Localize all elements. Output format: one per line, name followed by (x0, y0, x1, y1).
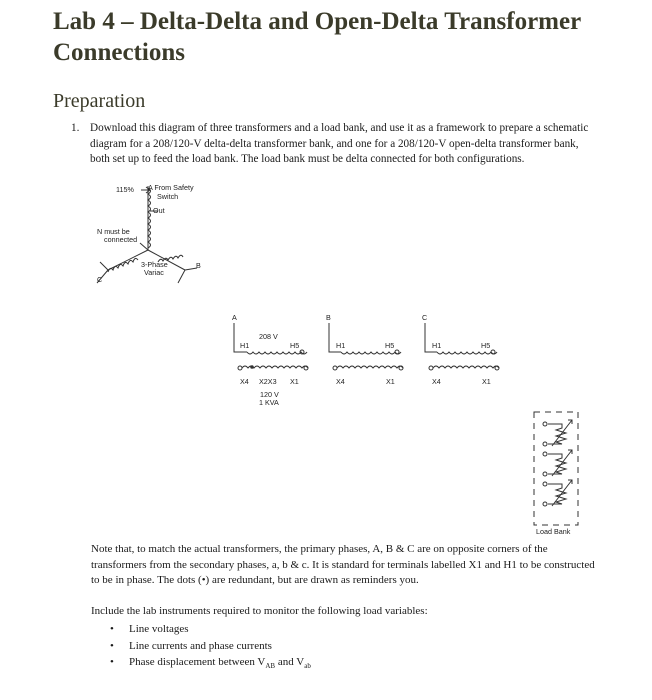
terminal-x4-b: X4 (336, 377, 345, 386)
terminal-h5-c: H5 (481, 341, 491, 350)
variac-c-label: C (97, 275, 103, 284)
neutral-note-2: connected (104, 235, 138, 244)
rating-label: 1 KVA (259, 398, 279, 407)
terminal-x2x3-a: X2X3 (259, 377, 277, 386)
note-paragraph: Note that, to match the actual transformers, the primary phases, A, B & C are on opposite corners of the transformers from the secondary phases, a, b & c. It is standard for terminals labelled X1 and H1 to be constructed to be in phase. The dots (•) are redundant, but are drawn as reminders you. (91, 543, 595, 587)
variac-switch-label: Switch (157, 192, 179, 201)
phase-b-label: B (326, 313, 331, 322)
variables-list (110, 621, 311, 675)
neutral-note-1: N must be (97, 227, 130, 236)
load-resistor-2 (543, 450, 572, 476)
load-resistor-3 (543, 480, 572, 506)
variac-name-1: 3-Phase (141, 260, 168, 269)
section-heading: Preparation (53, 90, 146, 112)
terminal-h1-b: H1 (336, 341, 346, 350)
list-item: • Line voltages (110, 621, 311, 638)
list-item: • Phase displacement between $V_{AB}$ and $V_{ab}$ (110, 654, 311, 675)
terminal-h1-c: H1 (432, 341, 442, 350)
instruments-intro: Include the lab instruments required to monitor the following load variables: (91, 605, 428, 617)
item-text: Download this diagram of three transformers and a load bank, and use it as a framework to prepare a schematic diagram for a 208/120-V delta-delta transformer bank, and one for a 208/120-V open-delta transformer bank, both set up to feed the load bank. The load bank must be delta connected for both configurations. (90, 122, 589, 166)
terminal-h1-a: H1 (240, 341, 250, 350)
variac-from-label: A From Safety (148, 183, 194, 192)
terminal-x1-a: X1 (290, 377, 299, 386)
load-bank (534, 412, 578, 525)
load-resistor-1 (543, 420, 572, 446)
primary-voltage-label: 208 V (259, 332, 278, 341)
terminal-x4-c: X4 (432, 377, 441, 386)
list-item: • Line currents and phase currents (110, 638, 311, 655)
variac-pct-label: 115% (116, 185, 134, 194)
load-bank-label: Load Bank (536, 527, 571, 536)
terminal-x4-a: X4 (240, 377, 249, 386)
item-number: 1. (71, 122, 80, 134)
phase-a-label: A (232, 313, 237, 322)
terminal-x1-b: X1 (386, 377, 395, 386)
variac-out-label: Out (153, 206, 165, 215)
terminal-h5-b: H5 (385, 341, 395, 350)
terminal-h5-a: H5 (290, 341, 300, 350)
phase-c-label: C (422, 313, 428, 322)
variac-name-2: Variac (144, 268, 164, 277)
terminal-x1-c: X1 (482, 377, 491, 386)
variac-b-label: B (196, 261, 201, 270)
secondary-voltage-label: 120 V (260, 390, 279, 399)
page-title: Lab 4 – Delta-Delta and Open-Delta Transformer Connections (53, 8, 581, 66)
